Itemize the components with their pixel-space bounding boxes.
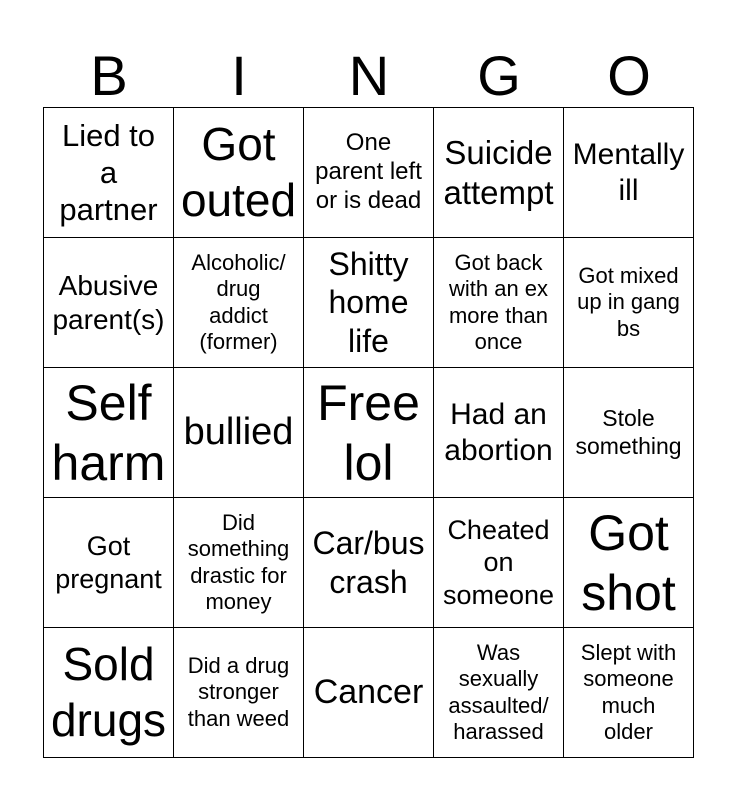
bingo-cell[interactable]	[434, 108, 564, 238]
bingo-cell[interactable]	[434, 628, 564, 758]
bingo-cell[interactable]	[304, 368, 434, 498]
bingo-cell[interactable]	[174, 628, 304, 758]
bingo-cell[interactable]	[304, 238, 434, 368]
header-letter-o: O	[607, 44, 651, 107]
bingo-cell[interactable]	[564, 498, 694, 628]
bingo-cell-text: Cheated on someone	[442, 514, 555, 610]
bingo-cell-text: Got back with an ex more than once	[448, 249, 549, 354]
bingo-cell[interactable]	[434, 498, 564, 628]
bingo-cell[interactable]	[564, 368, 694, 498]
bingo-cell-text: Alcoholic/ drug addict (former)	[191, 249, 286, 354]
bingo-cell[interactable]	[44, 108, 174, 238]
bingo-cell-text: Free lol	[317, 374, 420, 491]
bingo-cell[interactable]	[44, 368, 174, 498]
bingo-cell-text: Got pregnant	[55, 531, 162, 594]
bingo-cell-text: Got outed	[180, 118, 297, 226]
bingo-cell-text: Sold drugs	[50, 638, 167, 746]
bingo-cell-text: Cancer	[313, 673, 424, 712]
bingo-cell[interactable]	[564, 238, 694, 368]
header-letter-g: G	[477, 44, 521, 107]
bingo-cell[interactable]	[44, 238, 174, 368]
header-letter-i: I	[231, 44, 247, 107]
bingo-cell-text: Shitty home life	[328, 245, 409, 359]
bingo-cell[interactable]	[564, 108, 694, 238]
bingo-cell-text: Stole something	[575, 404, 682, 459]
bingo-cell-text: One parent left or is dead	[315, 129, 422, 214]
bingo-cell-text: Mentally ill	[572, 137, 685, 207]
bingo-cell[interactable]	[434, 368, 564, 498]
bingo-cell-text: Slept with someone much older	[580, 639, 677, 744]
bingo-cell[interactable]	[174, 498, 304, 628]
bingo-cell[interactable]	[44, 628, 174, 758]
bingo-cell-text: Car/bus crash	[312, 525, 425, 600]
bingo-cell-text: bullied	[183, 410, 294, 453]
bingo-cell[interactable]	[564, 628, 694, 758]
bingo-cell[interactable]	[304, 498, 434, 628]
bingo-cell-text: Got mixed up in gang bs	[577, 262, 680, 341]
bingo-cell-text: Suicide attempt	[443, 133, 554, 211]
bingo-cell[interactable]	[44, 498, 174, 628]
bingo-cell[interactable]	[174, 108, 304, 238]
bingo-cell[interactable]	[304, 628, 434, 758]
bingo-cell-text: Got shot	[581, 504, 676, 621]
bingo-cell[interactable]	[174, 368, 304, 498]
bingo-cell-text: Abusive parent(s)	[52, 269, 165, 335]
bingo-cell[interactable]	[304, 108, 434, 238]
bingo-cell-text: Did a drug stronger than weed	[187, 652, 290, 731]
bingo-cell-text: Had an abortion	[444, 397, 553, 467]
header-letter-n: N	[348, 44, 390, 107]
bingo-header	[44, 40, 694, 108]
bingo-cell[interactable]	[434, 238, 564, 368]
bingo-cell[interactable]	[174, 238, 304, 368]
bingo-cell-text: Was sexually assaulted/ harassed	[448, 639, 549, 744]
bingo-cell-text: Lied to a partner	[59, 117, 158, 228]
bingo-cell-text: Did something drastic for money	[187, 509, 290, 614]
bingo-cell-text: Self harm	[51, 374, 166, 491]
bingo-grid	[43, 107, 694, 758]
header-letter-b: B	[90, 44, 128, 107]
